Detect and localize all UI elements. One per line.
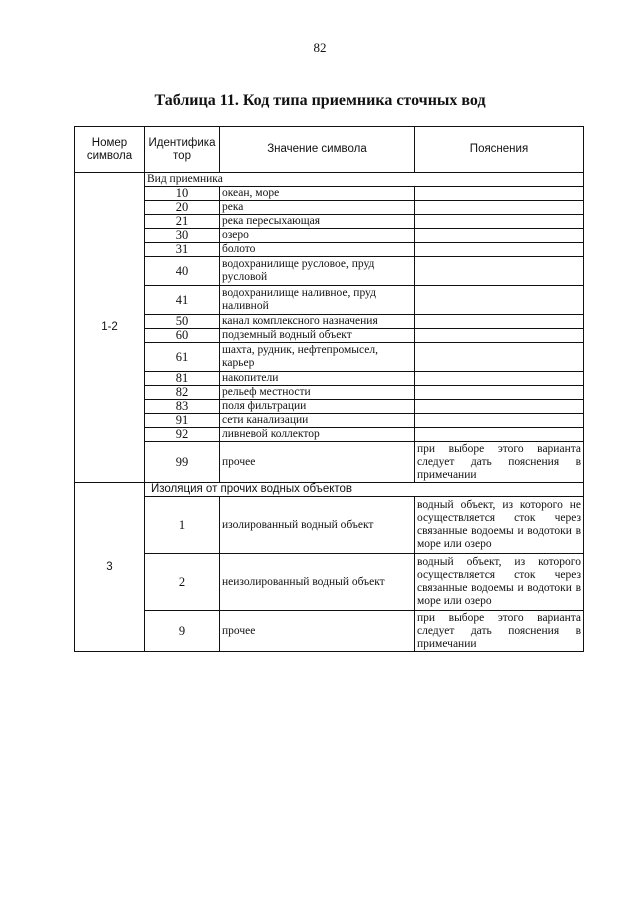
meaning-cell: рельеф местности [220,386,415,400]
group-label-row [75,173,584,187]
code-cell: 81 [145,372,220,386]
note-cell [415,315,584,329]
table-row [75,315,584,329]
meaning-cell: сети канализации [220,414,415,428]
group-number-cell: 3 [75,483,145,652]
note-cell [415,428,584,442]
header-identifier: Идентифика тор [145,127,220,173]
code-cell: 61 [145,343,220,372]
note-cell: водный объект, из которого не осуществляется сток через связанные водоемы и водотоки в море или озеро [415,497,584,554]
meaning-cell: болото [220,243,415,257]
group-label: Вид приемника [145,173,584,187]
table-row [75,201,584,215]
code-cell: 99 [145,442,220,483]
note-cell [415,400,584,414]
note-cell [415,257,584,286]
note-cell [415,372,584,386]
group-number-cell: 1-2 [75,173,145,483]
note-cell [415,187,584,201]
table-row [75,343,584,372]
meaning-cell: подземный водный объект [220,329,415,343]
code-cell: 2 [145,554,220,611]
meaning-cell: канал комплексного назначения [220,315,415,329]
meaning-cell: река пересыхающая [220,215,415,229]
table-row [75,257,584,286]
table-header-row [75,127,584,173]
group-label-row [75,483,584,497]
code-cell: 9 [145,611,220,652]
table-row [75,187,584,201]
meaning-cell: водохранилище русловое, пруд русловой [220,257,415,286]
header-symbol-number: Номер символа [75,127,145,173]
code-cell: 50 [145,315,220,329]
table-title: Таблица 11. Код типа приемника сточных вод [154,92,486,109]
code-cell: 1 [145,497,220,554]
code-cell: 83 [145,400,220,414]
note-cell: водный объект, из которого осуществляется сток через связанные водоемы и водотоки в море или озеро [415,554,584,611]
note-cell [415,343,584,372]
meaning-cell: прочее [220,442,415,483]
note-cell [415,229,584,243]
note-cell [415,329,584,343]
note-cell: при выборе этого варианта следует дать пояснения в примечании [415,611,584,652]
table-row [75,286,584,315]
header-symbol-meaning: Значение символа [220,127,415,173]
table-row [75,497,584,554]
code-cell: 21 [145,215,220,229]
note-cell [415,215,584,229]
code-cell: 31 [145,243,220,257]
meaning-cell: прочее [220,611,415,652]
table-row [75,611,584,652]
group-label: Изоляция от прочих водных объектов [145,483,584,497]
meaning-cell: река [220,201,415,215]
table-row [75,442,584,483]
note-cell [415,386,584,400]
note-cell [415,414,584,428]
meaning-cell: поля фильтрации [220,400,415,414]
table-row [75,229,584,243]
note-cell [415,243,584,257]
meaning-cell: океан, море [220,187,415,201]
table-row [75,428,584,442]
meaning-cell: водохранилище наливное, пруд наливной [220,286,415,315]
table-row [75,414,584,428]
page-number: 82 [313,40,327,55]
table-row [75,386,584,400]
code-cell: 30 [145,229,220,243]
note-cell [415,201,584,215]
code-cell: 41 [145,286,220,315]
code-cell: 40 [145,257,220,286]
code-cell: 91 [145,414,220,428]
meaning-cell: изолированный водный объект [220,497,415,554]
receiver-code-table [74,126,584,652]
table-row [75,400,584,414]
table-row [75,554,584,611]
table-row [75,329,584,343]
code-cell: 92 [145,428,220,442]
note-cell [415,286,584,315]
code-cell: 10 [145,187,220,201]
table-row [75,372,584,386]
code-cell: 60 [145,329,220,343]
meaning-cell: шахта, рудник, нефтепромысел, карьер [220,343,415,372]
table-row [75,243,584,257]
code-cell: 20 [145,201,220,215]
header-notes: Пояснения [415,127,584,173]
meaning-cell: неизолированный водный объект [220,554,415,611]
meaning-cell: озеро [220,229,415,243]
table-row [75,215,584,229]
note-cell: при выборе этого варианта следует дать пояснения в примечании [415,442,584,483]
meaning-cell: накопители [220,372,415,386]
meaning-cell: ливневой коллектор [220,428,415,442]
code-cell: 82 [145,386,220,400]
